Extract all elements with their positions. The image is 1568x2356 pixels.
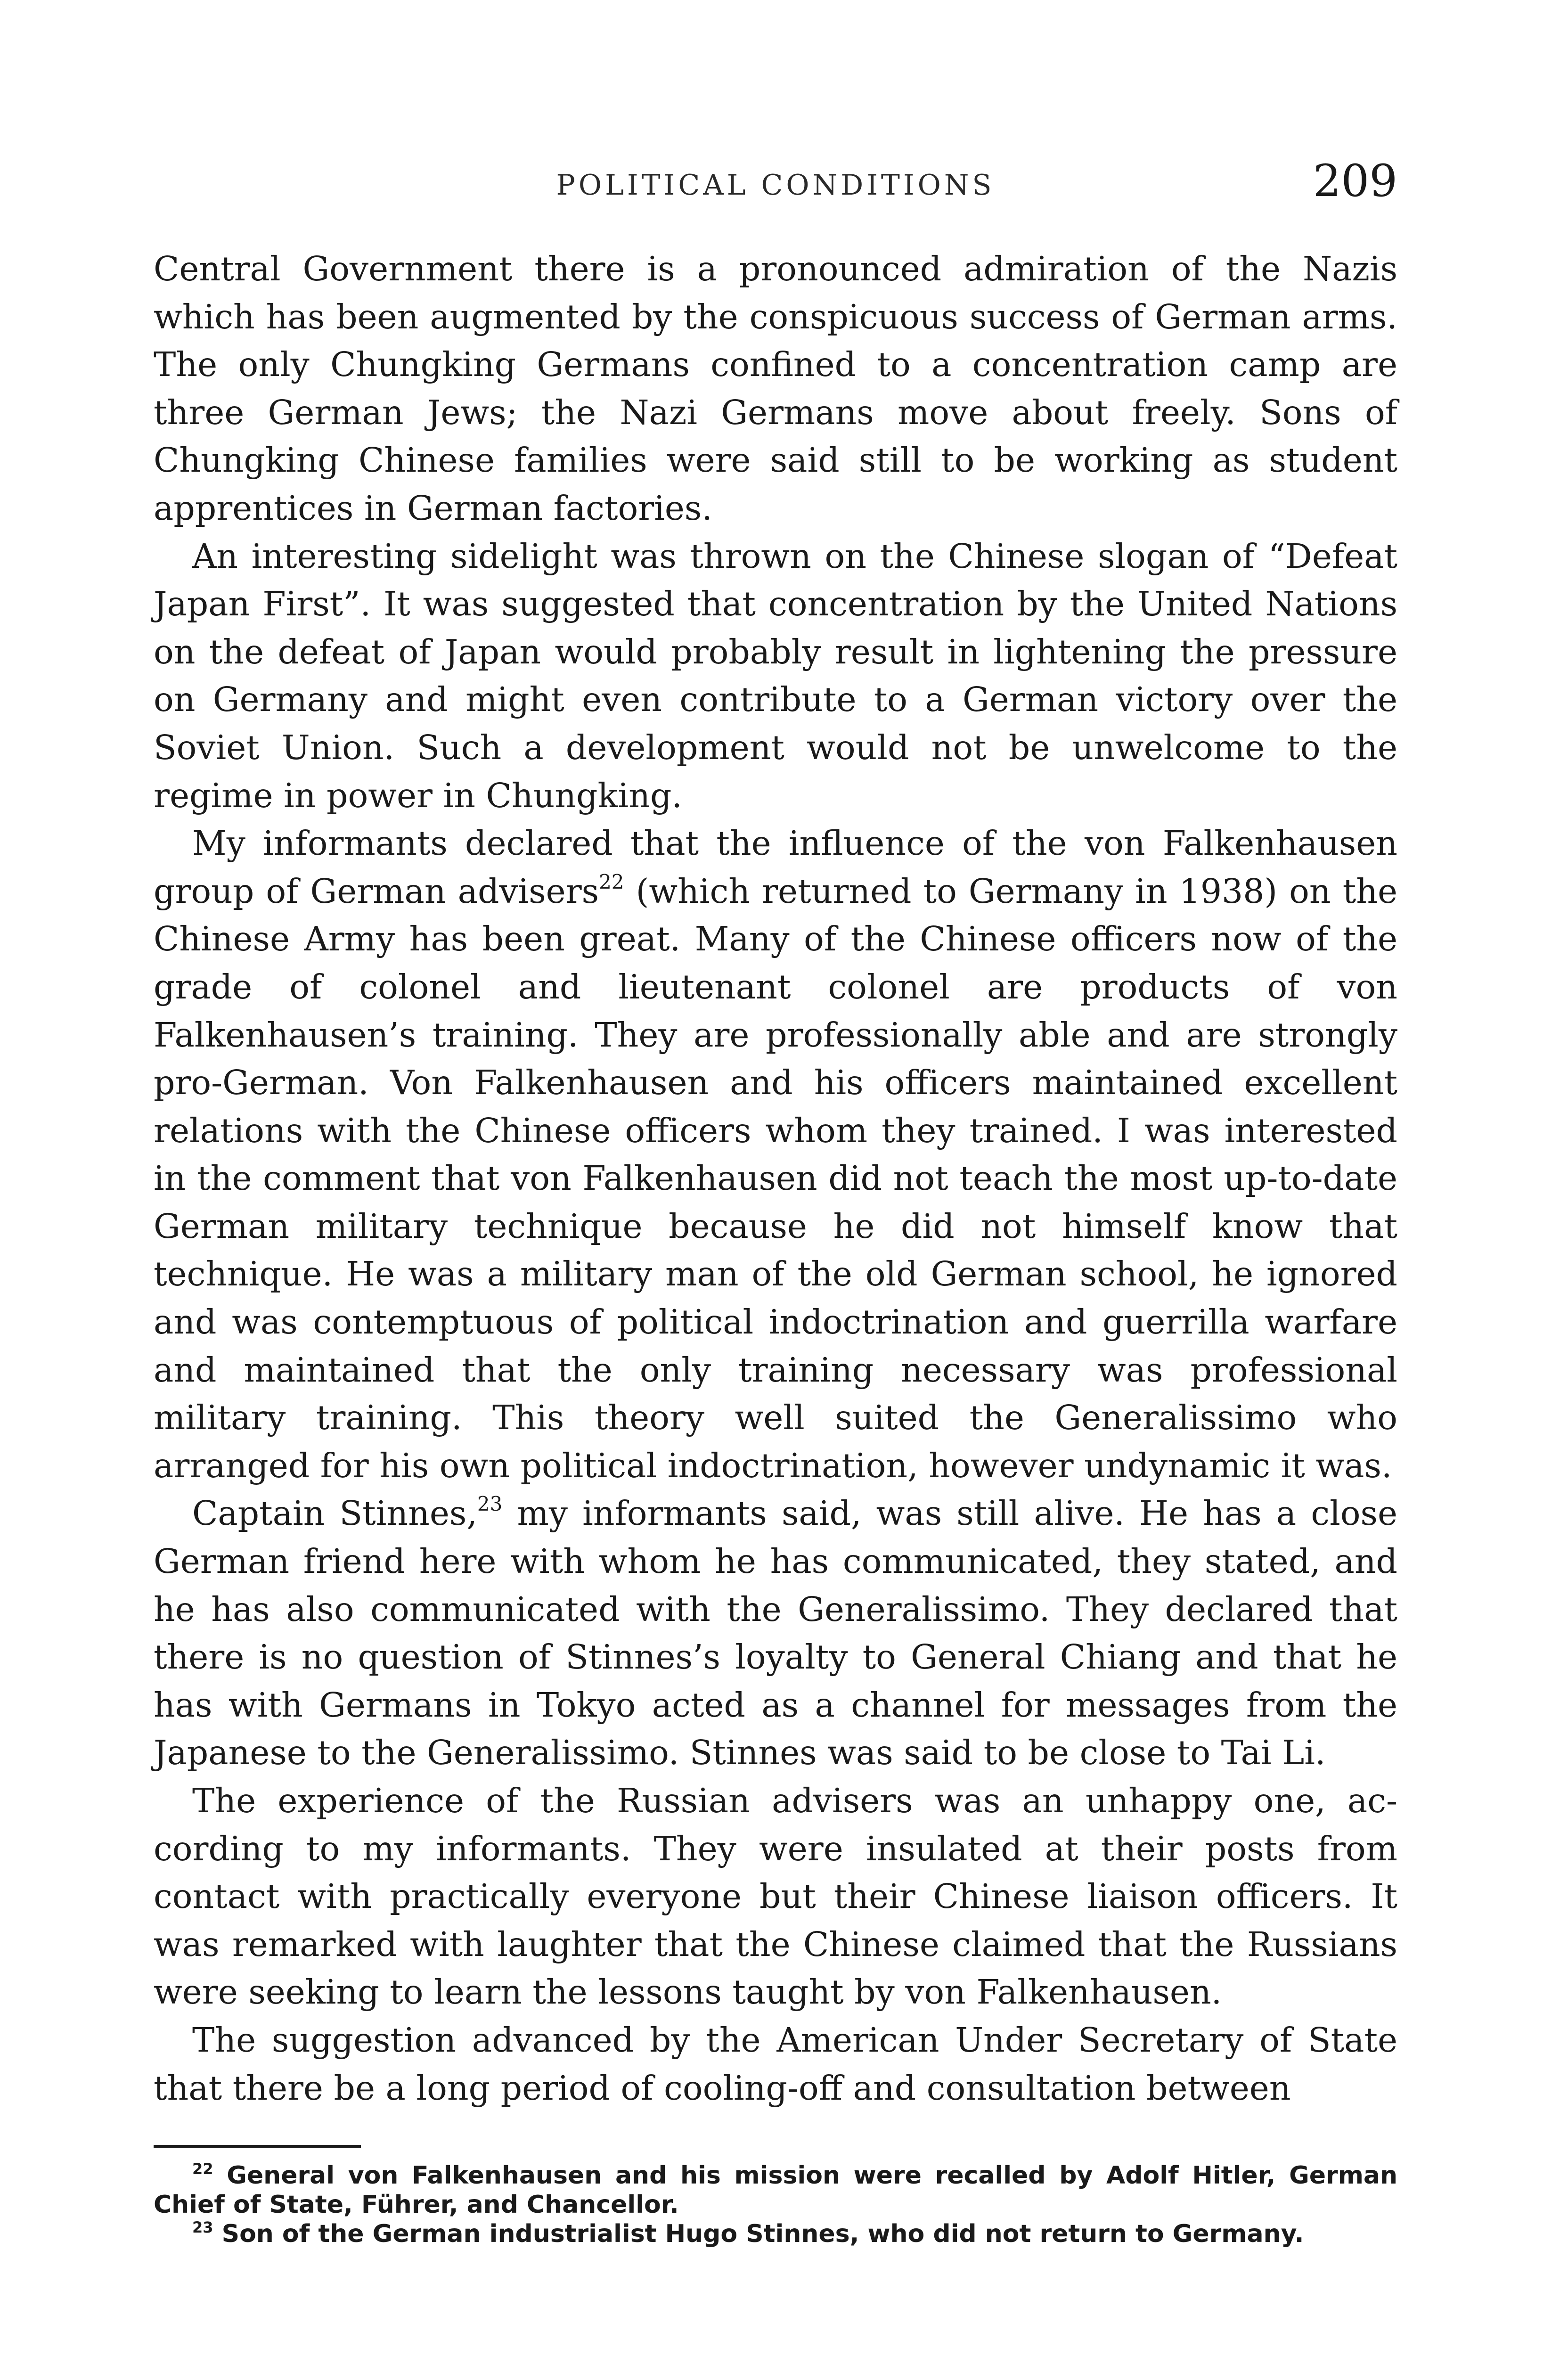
paragraph-text: Captain Stinnes, <box>192 1494 477 1533</box>
running-head <box>154 155 1397 231</box>
footnote-mark: 23 <box>192 2218 213 2236</box>
paragraph-text: (which returned to Germany in 1938) on the Chinese Army has been great. Many of the Chinese officers now of the grade of colonel and lieutenant colonel are products of von Falkenhausen’s training. They are professionally able and are strongly pro-German. Von Falkenhausen and his officers maintained excellent relations with the Chinese officers whom they trained. I was interested in the comment that von Falkenhausen did not teach the most up-to-date German military technique because he did not himself know that technique. He was a military man of the old German school, he ignored and was contemptuous of political indoctrination and guerrilla warfare and maintained that the only training necessary was professional military training. This theory well suited the Generalissimo who arranged for his own political indoctrination, however undynamic it was. <box>154 871 1397 1485</box>
footnote-text: General von Falkenhausen and his mission were recalled by Adolf Hitler, German Chief of State, Führer, and Chancellor. <box>154 2161 1397 2219</box>
paragraph-stinnes <box>154 1489 1397 1777</box>
paragraph-continued: Central Government there is a pronounced admiration of the Nazis which has been augmented by the conspicuous success of German arms. The only Chungking Germans confined to a concentration camp are three German Jews; the Nazi Germans move about freely. Sons of Chungking Chinese families were said still to be working as student apprentices in German factories. <box>154 249 1397 528</box>
footnote-text: Son of the German industrialist Hugo Stinnes, who did not return to Germany. <box>213 2220 1304 2248</box>
page-number: 209 <box>1313 155 1397 207</box>
footnotes <box>154 2161 1397 2249</box>
paragraph-text: my informants said, was still alive. He has a close German friend here with whom he has communicated, they stated, and he has also communicated with the Generalissimo. They declared that there is no question of Stinnes’s loyalty to General Chiang and that he has with Germans in Tokyo acted as a channel for messages from the Japanese to the Generalissimo. Stinnes was said to be close to Tai Li. <box>154 1494 1397 1773</box>
footnote-reference-22: 22 <box>599 870 624 893</box>
paragraph-falkenhausen <box>154 819 1397 1489</box>
paragraph-text: My informants declared that the influence of the von Falkenhausen group of German advisers <box>154 824 1397 911</box>
body-text <box>154 245 1397 2112</box>
paragraph-defeat-japan-first: An interesting sidelight was thrown on the Chinese slogan of “Defeat Japan First”. It was suggested that concentration by the United Nations on the defeat of Japan would probably result in lightening the pressure on Germany and might even contribute to a German victory over the Soviet Union. Such a development would not be unwelcome to the regime in power in Chungking. <box>154 536 1397 815</box>
running-title: POLITICAL CONDITIONS <box>556 169 995 202</box>
paragraph-russian-advisers: The experience of the Russian advisers was an unhappy one, according to my informants. They were insulated at their posts from contact with practically everyone but their Chinese liaison officers. It was remarked with laughter that the Chinese claimed that the Russians were seeking to learn the lessons taught by von Falkenhausen. <box>154 1781 1397 2012</box>
footnote-rule <box>154 2145 361 2148</box>
footnote-reference-23: 23 <box>477 1492 503 1516</box>
footnote-23 <box>154 2219 1397 2249</box>
footnote-22 <box>154 2161 1397 2219</box>
paragraph-under-secretary: The suggestion advanced by the American Under Secretary of State that there be a long period of cooling-off and consultation between <box>154 2020 1397 2108</box>
footnote-mark: 22 <box>192 2160 213 2178</box>
